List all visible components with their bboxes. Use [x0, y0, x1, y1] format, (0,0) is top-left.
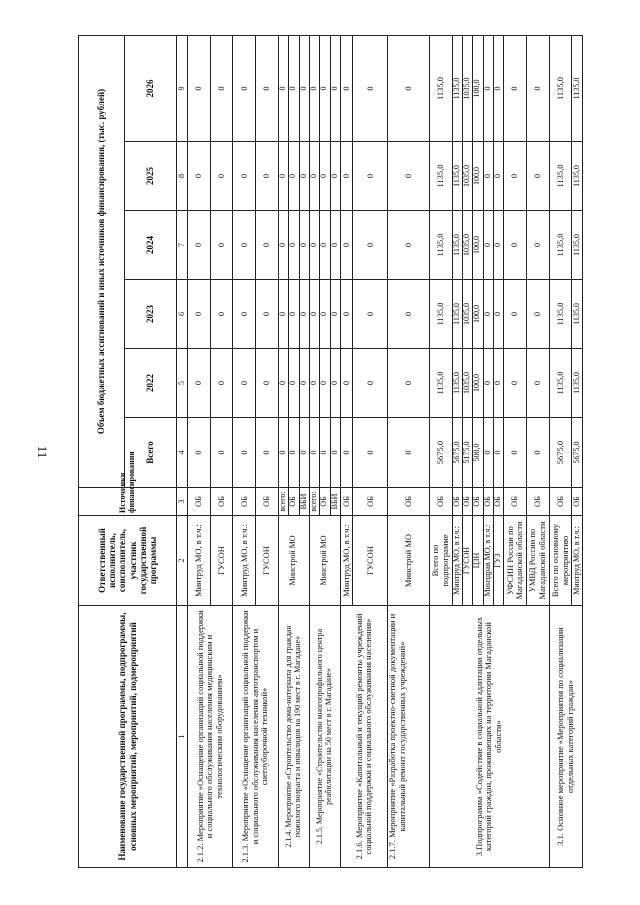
row-value: 0 [309, 211, 319, 280]
row-source: ОБ [549, 488, 572, 516]
row-source: ВБИ [299, 488, 309, 516]
row-responsible: Минстрой МО [388, 516, 429, 606]
row-responsible: УФСИН России по Магаданской области [504, 516, 527, 606]
header-year: 2023 [125, 280, 177, 349]
row-value: 0 [526, 418, 549, 488]
row-value: 0 [330, 35, 340, 141]
row-value: 0 [289, 142, 299, 211]
header-year: 2022 [125, 349, 177, 418]
row-responsible: ГУСОН [256, 516, 279, 606]
row-value: 0 [353, 211, 388, 280]
header-volume: Объем бюджетных ассигнований и иных источников финансирования, (тыс. рублей) [79, 35, 125, 487]
row-name: 2.1.2. Мероприятие «Оснащение организаций социальной поддержки и социального обслуживания населения медицинским и технологическим оборудованием» [188, 606, 233, 868]
row-value: 1135,0 [429, 35, 452, 141]
column-index: 3 [177, 488, 188, 516]
row-value: 0 [353, 142, 388, 211]
row-value: 0 [210, 35, 233, 141]
row-value: 0 [330, 211, 340, 280]
row-responsible: Минтруд МО, в т.ч.: [188, 516, 211, 606]
column-index-row [177, 35, 188, 867]
row-source: ОБ [452, 488, 462, 516]
rotated-page [78, 36, 583, 868]
row-value: 0 [388, 142, 429, 211]
row-value: 0 [289, 349, 299, 418]
row-source: ОБ [233, 488, 256, 516]
row-value: 0 [340, 142, 352, 211]
row-value: 0 [320, 35, 330, 141]
row-value: 0 [299, 35, 309, 141]
row-value: 1135,0 [572, 211, 583, 280]
row-value: 1035,0 [462, 142, 472, 211]
row-value: 0 [526, 211, 549, 280]
header-year: 2026 [125, 35, 177, 141]
row-source: всего: [278, 488, 288, 516]
row-value: 0 [320, 349, 330, 418]
row-value: 5675,0 [429, 418, 452, 488]
row-value: 5675,0 [452, 418, 462, 488]
row-value: 0 [320, 211, 330, 280]
table-row [429, 35, 452, 867]
row-responsible: ЦЗН [473, 516, 483, 606]
row-value: 0 [210, 142, 233, 211]
row-source: ОБ [429, 488, 452, 516]
row-value: 0 [493, 142, 503, 211]
row-responsible: Минтруд МО, в т.ч.: [233, 516, 256, 606]
column-index: 5 [177, 349, 188, 418]
table-row [188, 35, 211, 867]
row-responsible: Минтруд МО, в т.ч.: [340, 516, 352, 606]
row-source: ОБ [353, 488, 388, 516]
row-value: 0 [233, 142, 256, 211]
row-value: 0 [289, 35, 299, 141]
row-value: 0 [504, 35, 527, 141]
row-value: 0 [278, 418, 288, 488]
row-source: ОБ [483, 488, 493, 516]
row-value: 0 [233, 35, 256, 141]
row-value: 100,0 [473, 35, 483, 141]
row-value: 0 [320, 418, 330, 488]
row-value: 0 [278, 211, 288, 280]
row-responsible: ГУСОН [462, 516, 472, 606]
row-responsible: УМВД России по Магаданской области [526, 516, 549, 606]
row-value: 0 [299, 349, 309, 418]
row-name: 3.Подпрограмма «Содействие в социальной адаптации отдельных категорий граждан, проживающих на территории Магаданской области» [429, 606, 549, 868]
row-value: 0 [340, 35, 352, 141]
table-row [278, 35, 288, 867]
row-value: 0 [233, 418, 256, 488]
row-value: 1135,0 [452, 349, 462, 418]
row-value: 0 [483, 349, 493, 418]
row-value: 0 [493, 280, 503, 349]
row-value: 0 [483, 142, 493, 211]
row-value: 5175,0 [462, 418, 472, 488]
column-index: 9 [177, 35, 188, 141]
row-value: 0 [388, 211, 429, 280]
row-name: 2.1.6. Мероприятие «Капитальный и текущий ремонты учреждений социальной поддержки и социального обслуживания населения» [340, 606, 388, 868]
row-value: 0 [210, 418, 233, 488]
row-value: 0 [256, 211, 279, 280]
column-index: 7 [177, 211, 188, 280]
row-value: 0 [299, 211, 309, 280]
row-value: 1135,0 [429, 280, 452, 349]
row-name: 2.1.3. Мероприятие «Оснащение организаций социальной поддержки и социального обслуживания населения автотранспортом и снегоуборочной техникой» [233, 606, 278, 868]
row-value: 100,0 [473, 280, 483, 349]
row-value: 0 [188, 211, 211, 280]
row-value: 0 [388, 280, 429, 349]
row-value: 0 [493, 211, 503, 280]
row-value: 0 [330, 142, 340, 211]
header-year: 2025 [125, 142, 177, 211]
row-value: 0 [309, 280, 319, 349]
row-value: 0 [330, 280, 340, 349]
row-value: 0 [309, 142, 319, 211]
row-source: ОБ [210, 488, 233, 516]
row-value: 1135,0 [572, 142, 583, 211]
row-value: 100,0 [473, 349, 483, 418]
row-value: 0 [388, 418, 429, 488]
row-value: 0 [289, 280, 299, 349]
column-index: 6 [177, 280, 188, 349]
row-value: 0 [256, 418, 279, 488]
row-responsible: ГУСОН [353, 516, 388, 606]
row-value: 0 [210, 211, 233, 280]
column-index: 8 [177, 142, 188, 211]
row-value: 0 [340, 280, 352, 349]
row-value: 0 [256, 35, 279, 141]
row-source: ОБ [462, 488, 472, 516]
header-year: 2024 [125, 211, 177, 280]
row-value: 0 [353, 418, 388, 488]
header-source: Источники финансирования [79, 488, 177, 516]
row-value: 1135,0 [452, 280, 462, 349]
row-value: 0 [493, 349, 503, 418]
row-responsible: Всего по подпрограмме [429, 516, 452, 606]
row-name: 2.1.4. Мероприятие «Строительство дома-интерната для граждан пожилого возраста и инвалидов на 190 мест в г. Магадане» [278, 606, 309, 868]
row-responsible: Минстрой МО [278, 516, 309, 606]
column-index: 2 [177, 516, 188, 606]
header-responsible: Ответственный исполнитель, соисполнитель, участник государственной программы [79, 516, 177, 606]
table-row [340, 35, 352, 867]
row-value: 0 [210, 280, 233, 349]
row-value: 1135,0 [429, 142, 452, 211]
row-value: 5675,0 [572, 418, 583, 488]
row-source: ВБИ [330, 488, 340, 516]
table-row [233, 35, 256, 867]
row-value: 0 [353, 349, 388, 418]
row-value: 0 [256, 349, 279, 418]
row-value: 0 [278, 280, 288, 349]
row-source: ОБ [504, 488, 527, 516]
row-value: 0 [256, 280, 279, 349]
row-value: 1135,0 [549, 142, 572, 211]
header-name: Наименование государственной программы, подпрограммы, основных мероприятий, мероприятий, подмероприятий [79, 606, 177, 868]
column-index: 4 [177, 418, 188, 488]
row-value: 500,0 [473, 418, 483, 488]
row-value: 0 [388, 35, 429, 141]
row-value: 1135,0 [572, 280, 583, 349]
row-value: 0 [233, 211, 256, 280]
row-source: ОБ [256, 488, 279, 516]
row-value: 0 [278, 349, 288, 418]
row-value: 5675,0 [549, 418, 572, 488]
row-value: 0 [353, 35, 388, 141]
row-value: 0 [340, 349, 352, 418]
table-row [549, 35, 572, 867]
row-responsible: Всего по основному мероприятию [549, 516, 572, 606]
row-value: 0 [320, 142, 330, 211]
row-value: 1135,0 [452, 35, 462, 141]
row-source: ОБ [526, 488, 549, 516]
row-responsible: Минздрав МО, в т.ч.: [483, 516, 493, 606]
row-responsible: Минтруд МО, в т.ч.: [572, 516, 583, 606]
row-value: 0 [388, 349, 429, 418]
row-value: 100,0 [473, 142, 483, 211]
row-source: ОБ [188, 488, 211, 516]
row-responsible: ГУСОН [210, 516, 233, 606]
row-value: 0 [278, 35, 288, 141]
row-value: 0 [256, 142, 279, 211]
row-value: 0 [493, 418, 503, 488]
row-value: 0 [483, 211, 493, 280]
row-value: 1135,0 [452, 142, 462, 211]
row-name: 2.1.7. Мероприятие «Разработка проектно-сметной документации и капитальный ремонт государственных учреждений» [388, 606, 429, 868]
row-value: 0 [330, 418, 340, 488]
row-value: 0 [309, 418, 319, 488]
row-value: 0 [483, 280, 493, 349]
row-source: ОБ [493, 488, 503, 516]
row-source: ОБ [340, 488, 352, 516]
column-index: 1 [177, 606, 188, 868]
row-value: 0 [493, 35, 503, 141]
row-value: 0 [289, 211, 299, 280]
row-value: 0 [526, 349, 549, 418]
funding-table [78, 35, 583, 868]
row-value: 0 [330, 349, 340, 418]
row-value: 0 [278, 142, 288, 211]
row-value: 0 [504, 142, 527, 211]
row-value: 1135,0 [572, 349, 583, 418]
row-value: 0 [299, 418, 309, 488]
row-value: 1135,0 [549, 35, 572, 141]
row-source: ОБ [473, 488, 483, 516]
row-value: 0 [188, 35, 211, 141]
row-value: 1135,0 [549, 280, 572, 349]
row-responsible: Минтруд МО, в т.ч.: [452, 516, 462, 606]
row-value: 0 [210, 349, 233, 418]
row-value: 0 [233, 280, 256, 349]
row-source: ОБ [388, 488, 429, 516]
row-value: 1035,0 [462, 211, 472, 280]
row-value: 1035,0 [462, 280, 472, 349]
row-value: 0 [299, 142, 309, 211]
row-source: ОБ [572, 488, 583, 516]
page-number: 11 [35, 445, 50, 459]
row-name: 3.1. Основное мероприятие «Мероприятия по социализации отдельных категорий граждан» [549, 606, 582, 868]
row-value: 0 [188, 280, 211, 349]
row-value: 0 [340, 418, 352, 488]
table-row [309, 35, 319, 867]
row-value: 1135,0 [572, 35, 583, 141]
row-value: 0 [353, 280, 388, 349]
row-responsible: ГУЗ [493, 516, 503, 606]
row-source: ОБ [320, 488, 330, 516]
row-value: 0 [526, 142, 549, 211]
row-value: 0 [504, 418, 527, 488]
row-value: 0 [289, 418, 299, 488]
row-source: ОБ [289, 488, 299, 516]
row-value: 0 [309, 349, 319, 418]
row-value: 0 [188, 142, 211, 211]
row-name: 2.1.5. Мероприятие «Строительство многопрофильного центра реабилитации на 50 мест в г. Магадане» [309, 606, 340, 868]
row-value: 1035,0 [462, 349, 472, 418]
row-value: 0 [340, 211, 352, 280]
row-value: 1135,0 [549, 349, 572, 418]
row-value: 0 [309, 35, 319, 141]
row-value: 1135,0 [429, 211, 452, 280]
table-row [388, 35, 429, 867]
row-value: 1135,0 [452, 211, 462, 280]
row-value: 1135,0 [549, 211, 572, 280]
row-value: 0 [483, 35, 493, 141]
row-value: 0 [526, 35, 549, 141]
row-responsible: Минстрой МО [309, 516, 340, 606]
row-value: 0 [188, 418, 211, 488]
row-value: 100,0 [473, 211, 483, 280]
header-year: Всего [125, 418, 177, 488]
row-value: 0 [188, 349, 211, 418]
row-source: всего: [309, 488, 319, 516]
row-value: 0 [504, 211, 527, 280]
row-value: 0 [504, 280, 527, 349]
row-value: 0 [526, 280, 549, 349]
row-value: 0 [320, 280, 330, 349]
row-value: 1035,0 [462, 35, 472, 141]
row-value: 0 [233, 349, 256, 418]
row-value: 0 [483, 418, 493, 488]
row-value: 1135,0 [429, 349, 452, 418]
row-value: 0 [299, 280, 309, 349]
row-value: 0 [504, 349, 527, 418]
